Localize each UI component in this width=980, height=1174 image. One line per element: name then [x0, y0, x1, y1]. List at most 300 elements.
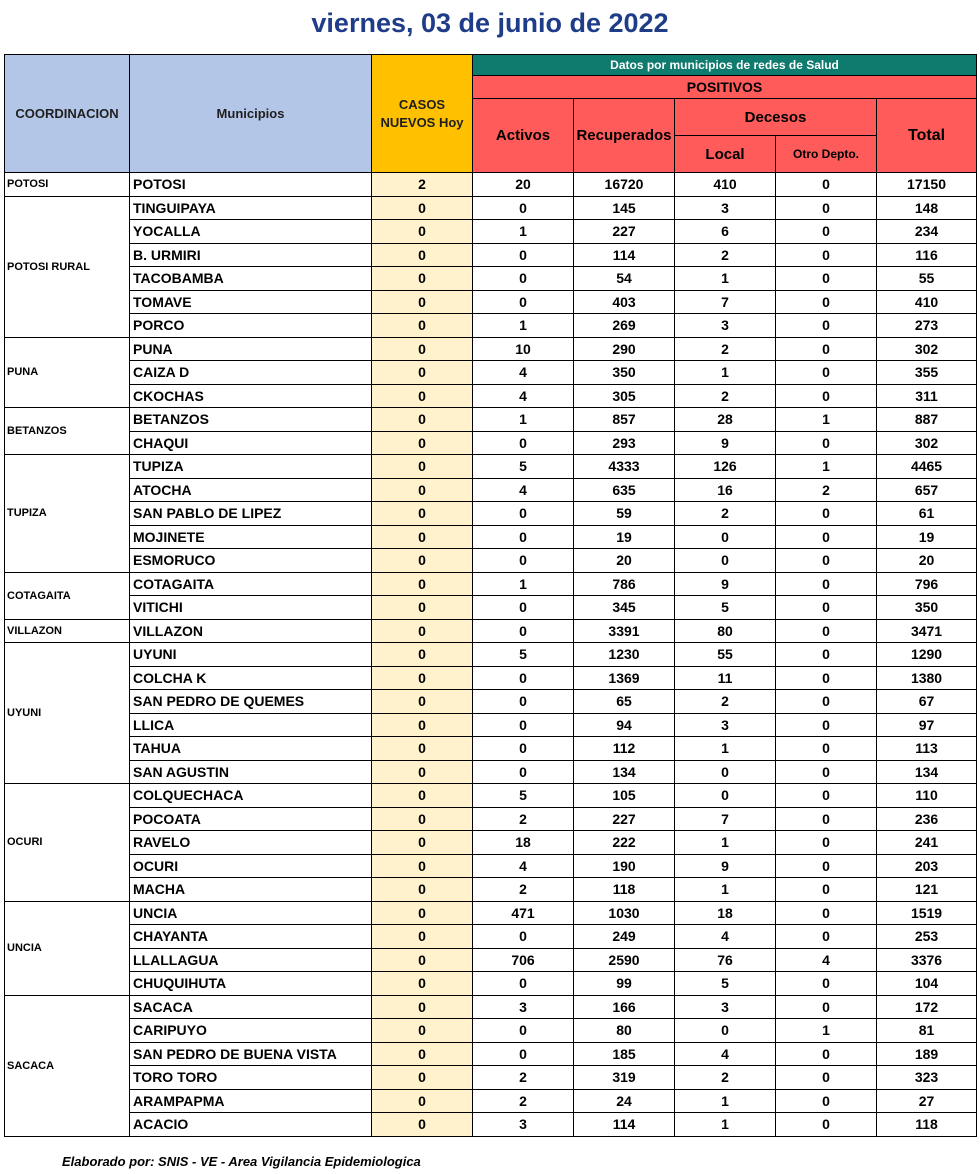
decesos-otro-cell: 0: [776, 384, 877, 408]
decesos-otro-cell: 0: [776, 666, 877, 690]
activos-cell: 0: [473, 1019, 574, 1043]
decesos-local-cell: 9: [675, 572, 776, 596]
recuperados-cell: 94: [574, 713, 675, 737]
recuperados-cell: 16720: [574, 173, 675, 197]
casos-nuevos-cell: 0: [372, 666, 473, 690]
activos-cell: 5: [473, 643, 574, 667]
total-cell: 1290: [877, 643, 977, 667]
casos-nuevos-cell: 0: [372, 713, 473, 737]
table-row: [5, 713, 977, 737]
municipio-cell: TORO TORO: [130, 1066, 372, 1090]
municipio-cell: MACHA: [130, 878, 372, 902]
table-body: [5, 173, 977, 1137]
activos-cell: 0: [473, 196, 574, 220]
total-cell: 3471: [877, 619, 977, 643]
table-row: [5, 196, 977, 220]
decesos-otro-cell: 0: [776, 431, 877, 455]
activos-cell: 5: [473, 455, 574, 479]
total-cell: 27: [877, 1089, 977, 1113]
decesos-local-cell: 2: [675, 690, 776, 714]
casos-nuevos-cell: 0: [372, 690, 473, 714]
total-cell: 19: [877, 525, 977, 549]
decesos-otro-cell: 0: [776, 502, 877, 526]
total-cell: 302: [877, 431, 977, 455]
table-row: [5, 784, 977, 808]
decesos-local-cell: 1: [675, 267, 776, 291]
recuperados-cell: 269: [574, 314, 675, 338]
municipio-cell: TUPIZA: [130, 455, 372, 479]
decesos-local-cell: 2: [675, 337, 776, 361]
coordinacion-cell: TUPIZA: [5, 455, 130, 573]
activos-cell: 0: [473, 619, 574, 643]
municipio-cell: ACACIO: [130, 1113, 372, 1137]
decesos-otro-cell: 0: [776, 361, 877, 385]
table-row: [5, 173, 977, 197]
recuperados-cell: 2590: [574, 948, 675, 972]
activos-cell: 0: [473, 713, 574, 737]
recuperados-cell: 190: [574, 854, 675, 878]
activos-cell: 0: [473, 549, 574, 573]
casos-nuevos-cell: 0: [372, 995, 473, 1019]
table-row: [5, 361, 977, 385]
decesos-otro-cell: 0: [776, 596, 877, 620]
casos-nuevos-cell: 0: [372, 925, 473, 949]
recuperados-cell: 345: [574, 596, 675, 620]
activos-cell: 4: [473, 478, 574, 502]
casos-nuevos-cell: 0: [372, 760, 473, 784]
municipio-cell: CHAQUI: [130, 431, 372, 455]
recuperados-cell: 19: [574, 525, 675, 549]
casos-nuevos-cell: 0: [372, 643, 473, 667]
decesos-local-cell: 1: [675, 831, 776, 855]
header-casos-nuevos: [372, 55, 473, 173]
municipio-cell: VITICHI: [130, 596, 372, 620]
table-row: [5, 643, 977, 667]
decesos-local-cell: 0: [675, 784, 776, 808]
coordinacion-cell: COTAGAITA: [5, 572, 130, 619]
decesos-local-cell: 7: [675, 807, 776, 831]
total-cell: 302: [877, 337, 977, 361]
recuperados-cell: 319: [574, 1066, 675, 1090]
table-row: [5, 455, 977, 479]
table-row: [5, 384, 977, 408]
activos-cell: 3: [473, 995, 574, 1019]
table-row: [5, 290, 977, 314]
casos-nuevos-cell: 0: [372, 267, 473, 291]
municipio-cell: ATOCHA: [130, 478, 372, 502]
casos-nuevos-cell: 0: [372, 196, 473, 220]
municipio-cell: TACOBAMBA: [130, 267, 372, 291]
recuperados-cell: 166: [574, 995, 675, 1019]
table-row: [5, 408, 977, 432]
activos-cell: 1: [473, 220, 574, 244]
recuperados-cell: 134: [574, 760, 675, 784]
table-row: [5, 1066, 977, 1090]
decesos-otro-cell: 1: [776, 455, 877, 479]
casos-nuevos-cell: 0: [372, 314, 473, 338]
total-cell: 17150: [877, 173, 977, 197]
municipio-cell: COTAGAITA: [130, 572, 372, 596]
casos-nuevos-cell: 0: [372, 737, 473, 761]
decesos-otro-cell: 0: [776, 220, 877, 244]
municipio-cell: BETANZOS: [130, 408, 372, 432]
casos-nuevos-cell: 0: [372, 972, 473, 996]
municipio-cell: CHAYANTA: [130, 925, 372, 949]
casos-nuevos-cell: 0: [372, 337, 473, 361]
recuperados-cell: 114: [574, 243, 675, 267]
recuperados-cell: 20: [574, 549, 675, 573]
decesos-local-cell: 9: [675, 854, 776, 878]
decesos-local-cell: 18: [675, 901, 776, 925]
table-row: [5, 1042, 977, 1066]
recuperados-cell: 222: [574, 831, 675, 855]
decesos-local-cell: 0: [675, 525, 776, 549]
total-cell: 148: [877, 196, 977, 220]
decesos-local-cell: 1: [675, 737, 776, 761]
decesos-local-cell: 2: [675, 384, 776, 408]
page-title: viernes, 03 de junio de 2022: [311, 8, 669, 38]
casos-nuevos-cell: 0: [372, 243, 473, 267]
table-row: [5, 995, 977, 1019]
decesos-otro-cell: 1: [776, 408, 877, 432]
municipio-cell: TOMAVE: [130, 290, 372, 314]
activos-cell: 18: [473, 831, 574, 855]
total-cell: 118: [877, 1113, 977, 1137]
municipio-cell: CARIPUYO: [130, 1019, 372, 1043]
table-row: [5, 619, 977, 643]
total-cell: 104: [877, 972, 977, 996]
casos-nuevos-cell: 0: [372, 878, 473, 902]
recuperados-cell: 1369: [574, 666, 675, 690]
municipio-cell: ARAMPAPMA: [130, 1089, 372, 1113]
casos-nuevos-cell: 0: [372, 290, 473, 314]
activos-cell: 4: [473, 361, 574, 385]
municipio-cell: CKOCHAS: [130, 384, 372, 408]
total-cell: 355: [877, 361, 977, 385]
decesos-otro-cell: 0: [776, 525, 877, 549]
table-row: [5, 925, 977, 949]
header-activos: Activos: [473, 99, 574, 173]
decesos-otro-cell: 0: [776, 1066, 877, 1090]
decesos-local-cell: 16: [675, 478, 776, 502]
decesos-otro-cell: 0: [776, 290, 877, 314]
decesos-local-cell: 80: [675, 619, 776, 643]
decesos-otro-cell: 0: [776, 831, 877, 855]
casos-nuevos-cell: 0: [372, 478, 473, 502]
activos-cell: 2: [473, 878, 574, 902]
recuperados-cell: 24: [574, 1089, 675, 1113]
table-row: [5, 525, 977, 549]
total-cell: 410: [877, 290, 977, 314]
activos-cell: 10: [473, 337, 574, 361]
total-cell: 121: [877, 878, 977, 902]
casos-nuevos-cell: 0: [372, 831, 473, 855]
municipio-cell: SAN PABLO DE LIPEZ: [130, 502, 372, 526]
total-cell: 657: [877, 478, 977, 502]
decesos-otro-cell: 0: [776, 1042, 877, 1066]
total-cell: 110: [877, 784, 977, 808]
decesos-otro-cell: 0: [776, 619, 877, 643]
decesos-otro-cell: 0: [776, 243, 877, 267]
decesos-otro-cell: 0: [776, 878, 877, 902]
table-row: [5, 760, 977, 784]
activos-cell: 0: [473, 925, 574, 949]
decesos-local-cell: 2: [675, 502, 776, 526]
coordinacion-cell: VILLAZON: [5, 619, 130, 643]
casos-nuevos-cell: 0: [372, 1113, 473, 1137]
decesos-local-cell: 3: [675, 196, 776, 220]
total-cell: 134: [877, 760, 977, 784]
decesos-local-cell: 3: [675, 995, 776, 1019]
recuperados-cell: 114: [574, 1113, 675, 1137]
table-row: [5, 314, 977, 338]
casos-nuevos-cell: 0: [372, 596, 473, 620]
decesos-otro-cell: 0: [776, 337, 877, 361]
footer-credit: Elaborado por: SNIS - VE - Area Vigilancia Epidemiologica: [62, 1154, 421, 1169]
recuperados-cell: 65: [574, 690, 675, 714]
decesos-local-cell: 28: [675, 408, 776, 432]
recuperados-cell: 227: [574, 807, 675, 831]
total-cell: 796: [877, 572, 977, 596]
decesos-local-cell: 55: [675, 643, 776, 667]
municipio-cell: SAN PEDRO DE BUENA VISTA: [130, 1042, 372, 1066]
decesos-otro-cell: 0: [776, 737, 877, 761]
activos-cell: 0: [473, 666, 574, 690]
header-coordinacion: COORDINACION: [5, 55, 130, 173]
table-row: [5, 478, 977, 502]
municipio-cell: CHUQUIHUTA: [130, 972, 372, 996]
decesos-local-cell: 1: [675, 361, 776, 385]
table-row: [5, 502, 977, 526]
recuperados-cell: 105: [574, 784, 675, 808]
total-cell: 311: [877, 384, 977, 408]
casos-nuevos-cell: 0: [372, 1042, 473, 1066]
total-cell: 67: [877, 690, 977, 714]
decesos-otro-cell: 2: [776, 478, 877, 502]
decesos-otro-cell: 0: [776, 760, 877, 784]
municipio-cell: ESMORUCO: [130, 549, 372, 573]
table-row: [5, 901, 977, 925]
decesos-otro-cell: 0: [776, 784, 877, 808]
recuperados-cell: 227: [574, 220, 675, 244]
covid-cases-table: [4, 54, 977, 1137]
header-total: Total: [877, 99, 977, 173]
recuperados-cell: 3391: [574, 619, 675, 643]
decesos-local-cell: 0: [675, 1019, 776, 1043]
casos-nuevos-cell: 0: [372, 619, 473, 643]
recuperados-cell: 145: [574, 196, 675, 220]
municipio-cell: LLICA: [130, 713, 372, 737]
activos-cell: 0: [473, 1042, 574, 1066]
coordinacion-cell: UNCIA: [5, 901, 130, 995]
activos-cell: 0: [473, 243, 574, 267]
total-cell: 4465: [877, 455, 977, 479]
table-row: [5, 854, 977, 878]
total-cell: 81: [877, 1019, 977, 1043]
total-cell: 1380: [877, 666, 977, 690]
activos-cell: 0: [473, 267, 574, 291]
casos-nuevos-cell: 0: [372, 1019, 473, 1043]
recuperados-cell: 249: [574, 925, 675, 949]
municipio-cell: RAVELO: [130, 831, 372, 855]
total-cell: 97: [877, 713, 977, 737]
total-cell: 236: [877, 807, 977, 831]
municipio-cell: POTOSI: [130, 173, 372, 197]
casos-nuevos-cell: 0: [372, 455, 473, 479]
municipio-cell: MOJINETE: [130, 525, 372, 549]
decesos-local-cell: 1: [675, 1089, 776, 1113]
decesos-otro-cell: 0: [776, 925, 877, 949]
recuperados-cell: 350: [574, 361, 675, 385]
table-row: [5, 549, 977, 573]
recuperados-cell: 786: [574, 572, 675, 596]
municipio-cell: SACACA: [130, 995, 372, 1019]
decesos-local-cell: 4: [675, 925, 776, 949]
activos-cell: 0: [473, 431, 574, 455]
decesos-otro-cell: 0: [776, 267, 877, 291]
table-row: [5, 878, 977, 902]
municipio-cell: POCOATA: [130, 807, 372, 831]
decesos-local-cell: 5: [675, 972, 776, 996]
total-cell: 1519: [877, 901, 977, 925]
casos-nuevos-cell: 0: [372, 1066, 473, 1090]
casos-nuevos-cell: 0: [372, 948, 473, 972]
recuperados-cell: 403: [574, 290, 675, 314]
coordinacion-cell: PUNA: [5, 337, 130, 408]
header-recuperados: [574, 99, 675, 173]
municipio-cell: COLQUECHACA: [130, 784, 372, 808]
municipio-cell: TAHUA: [130, 737, 372, 761]
activos-cell: 1: [473, 572, 574, 596]
activos-cell: 0: [473, 972, 574, 996]
casos-nuevos-cell: 0: [372, 431, 473, 455]
decesos-local-cell: 1: [675, 878, 776, 902]
total-cell: 887: [877, 408, 977, 432]
total-cell: 189: [877, 1042, 977, 1066]
casos-nuevos-cell: 0: [372, 572, 473, 596]
activos-cell: 2: [473, 807, 574, 831]
casos-nuevos-cell: 0: [372, 784, 473, 808]
total-cell: 234: [877, 220, 977, 244]
activos-cell: 0: [473, 760, 574, 784]
decesos-otro-cell: 4: [776, 948, 877, 972]
table-row: [5, 1019, 977, 1043]
municipio-cell: OCURI: [130, 854, 372, 878]
casos-nuevos-cell: 0: [372, 384, 473, 408]
activos-cell: 4: [473, 384, 574, 408]
recuperados-cell: 59: [574, 502, 675, 526]
casos-nuevos-cell: 0: [372, 361, 473, 385]
table-row: [5, 831, 977, 855]
header-recuperados-label: Recuperados: [576, 126, 672, 144]
table-row: [5, 1089, 977, 1113]
decesos-otro-cell: 0: [776, 901, 877, 925]
recuperados-cell: 857: [574, 408, 675, 432]
table-row: [5, 666, 977, 690]
recuperados-cell: 290: [574, 337, 675, 361]
decesos-otro-cell: 0: [776, 314, 877, 338]
table-row: [5, 220, 977, 244]
casos-nuevos-cell: 0: [372, 854, 473, 878]
header-datos: Datos por municipios de redes de Salud: [473, 55, 977, 76]
decesos-local-cell: 1: [675, 1113, 776, 1137]
decesos-otro-cell: 0: [776, 807, 877, 831]
recuperados-cell: 118: [574, 878, 675, 902]
activos-cell: 0: [473, 502, 574, 526]
decesos-local-cell: 11: [675, 666, 776, 690]
table-row: [5, 972, 977, 996]
total-cell: 113: [877, 737, 977, 761]
activos-cell: 0: [473, 737, 574, 761]
decesos-local-cell: 9: [675, 431, 776, 455]
recuperados-cell: 185: [574, 1042, 675, 1066]
casos-nuevos-cell: 0: [372, 220, 473, 244]
decesos-local-cell: 3: [675, 314, 776, 338]
total-cell: 241: [877, 831, 977, 855]
decesos-local-cell: 5: [675, 596, 776, 620]
casos-nuevos-cell: 0: [372, 901, 473, 925]
table-row: [5, 431, 977, 455]
activos-cell: 5: [473, 784, 574, 808]
recuperados-cell: 4333: [574, 455, 675, 479]
activos-cell: 0: [473, 690, 574, 714]
activos-cell: 2: [473, 1066, 574, 1090]
municipio-cell: UNCIA: [130, 901, 372, 925]
table-row: [5, 1113, 977, 1137]
municipio-cell: YOCALLA: [130, 220, 372, 244]
decesos-local-cell: 2: [675, 243, 776, 267]
total-cell: 116: [877, 243, 977, 267]
coordinacion-cell: POTOSI RURAL: [5, 196, 130, 337]
decesos-otro-cell: 0: [776, 196, 877, 220]
coordinacion-cell: OCURI: [5, 784, 130, 902]
table-row: [5, 572, 977, 596]
recuperados-cell: 80: [574, 1019, 675, 1043]
coordinacion-cell: UYUNI: [5, 643, 130, 784]
casos-nuevos-cell: 2: [372, 173, 473, 197]
coordinacion-cell: BETANZOS: [5, 408, 130, 455]
total-cell: 350: [877, 596, 977, 620]
decesos-otro-cell: 0: [776, 643, 877, 667]
total-cell: 3376: [877, 948, 977, 972]
total-cell: 203: [877, 854, 977, 878]
municipio-cell: SAN PEDRO DE QUEMES: [130, 690, 372, 714]
recuperados-cell: 112: [574, 737, 675, 761]
decesos-otro-cell: 0: [776, 173, 877, 197]
total-cell: 323: [877, 1066, 977, 1090]
casos-nuevos-cell: 0: [372, 408, 473, 432]
decesos-local-cell: 0: [675, 549, 776, 573]
header-otro-depto: Otro Depto.: [776, 136, 877, 173]
recuperados-cell: 1230: [574, 643, 675, 667]
coordinacion-cell: POTOSI: [5, 173, 130, 197]
decesos-local-cell: 7: [675, 290, 776, 314]
municipio-cell: COLCHA K: [130, 666, 372, 690]
decesos-otro-cell: 0: [776, 854, 877, 878]
recuperados-cell: 635: [574, 478, 675, 502]
table-row: [5, 807, 977, 831]
activos-cell: 0: [473, 290, 574, 314]
activos-cell: 20: [473, 173, 574, 197]
municipio-cell: SAN AGUSTIN: [130, 760, 372, 784]
header-local: Local: [675, 136, 776, 173]
decesos-otro-cell: 0: [776, 972, 877, 996]
recuperados-cell: 305: [574, 384, 675, 408]
municipio-cell: CAIZA D: [130, 361, 372, 385]
casos-nuevos-cell: 0: [372, 502, 473, 526]
total-cell: 253: [877, 925, 977, 949]
activos-cell: 1: [473, 408, 574, 432]
